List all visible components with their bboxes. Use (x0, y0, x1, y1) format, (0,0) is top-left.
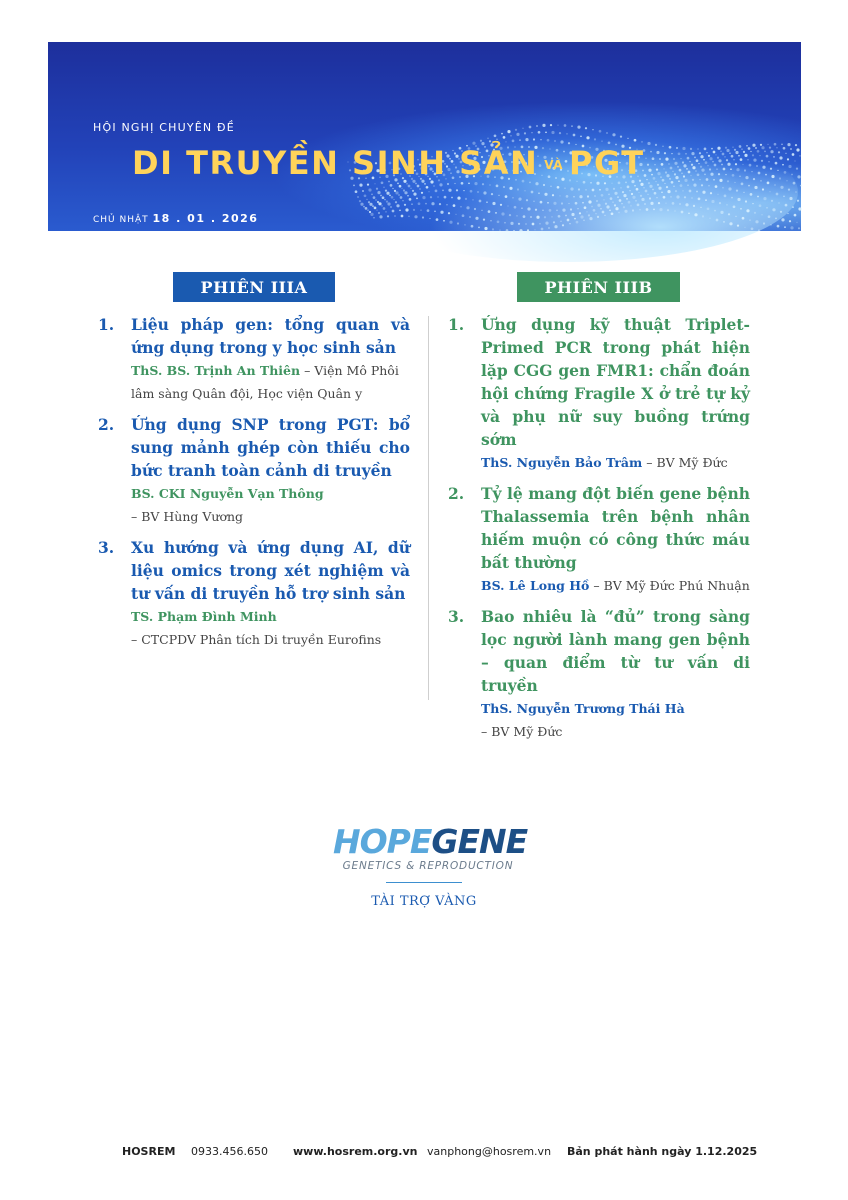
talk-speaker-line (131, 359, 410, 405)
event-banner (48, 42, 801, 254)
banner-venue: NEW WORLD SAIGON HOTEL (93, 234, 254, 244)
talk-item (448, 482, 750, 597)
talk-item (448, 313, 750, 474)
talk-title: Tỷ lệ mang đột biến gene bệnh Thalassemia trên bệnh nhân hiếm muộn có công thức máu bất thường (481, 484, 750, 572)
session-a-list (98, 313, 410, 659)
talk-number: 1. (98, 315, 115, 334)
logo-gene: GENE (431, 822, 528, 861)
footer-website: www.hosrem.org.vn (293, 1145, 418, 1158)
sponsor-divider (386, 882, 462, 883)
talk-title: Xu hướng và ứng dụng AI, dữ liệu omics trong xét nghiệm và tư vấn di truyền hỗ trợ sinh sản (131, 538, 410, 603)
talk-speaker-line (481, 697, 750, 743)
banner-date (93, 212, 258, 225)
talk-title: Bao nhiêu là “đủ” trong sàng lọc người lành mang gen bệnh – quan điểm từ tư vấn di truyền (481, 607, 750, 695)
talk-speaker-line (481, 574, 750, 597)
talk-item (448, 605, 750, 743)
talk-item (98, 313, 410, 405)
logo-tagline: GENETICS & REPRODUCTION (342, 860, 514, 872)
talk-title: Ứng dụng kỹ thuật Triplet-Primed PCR trong phát hiện lặp CGG gen FMR1: chẩn đoán hội chứng Fragile X ở trẻ tự kỷ và phụ nữ suy buồng trứng sớm (481, 315, 750, 449)
footer-email: vanphong@hosrem.vn (427, 1145, 552, 1158)
session-b-list (448, 313, 750, 751)
footer-release-date: Bản phát hành ngày 1.12.2025 (567, 1145, 758, 1158)
banner-title-end: PGT (569, 144, 645, 182)
logo-hope: HOPE (333, 822, 432, 861)
column-divider (428, 316, 429, 700)
speaker-affiliation: – Viện Mô Phôi lâm sàng Quân đội, Học viện Quân y (131, 363, 399, 401)
speaker-affiliation: – BV Mỹ Đức (642, 455, 728, 470)
talk-title: Liệu pháp gen: tổng quan và ứng dụng trong y học sinh sản (131, 315, 410, 357)
banner-title-and: VÀ (544, 158, 564, 172)
footer-phone: 0933.456.650 (191, 1145, 268, 1158)
banner-date-value: 18 . 01 . 2026 (152, 212, 259, 225)
talk-number: 3. (98, 538, 115, 557)
talk-speaker-line (481, 451, 750, 474)
talk-number: 2. (98, 415, 115, 434)
speaker-name: BS. CKI Nguyễn Vạn Thông (131, 486, 324, 501)
speaker-affiliation: – BV Hùng Vương (131, 509, 244, 524)
logo-wordmark (333, 822, 528, 861)
session-b-header: PHIÊN IIIB (517, 272, 680, 302)
banner-title (132, 144, 645, 182)
banner-address: SỐ 76 LÊ LAI, PHƯỜNG BẾN THÀNH, TP. HỒ CHÍ MINH (93, 247, 278, 254)
banner-subtitle: HỘI NGHỊ CHUYÊN ĐỀ (93, 121, 235, 134)
speaker-affiliation: – CTCPDV Phân tích Di truyền Eurofins (131, 632, 382, 647)
talk-item (98, 413, 410, 528)
talk-number: 1. (448, 315, 465, 334)
footer-org: HOSREM (122, 1145, 176, 1158)
speaker-name: BS. Lê Long Hồ (481, 578, 590, 593)
speaker-name: ThS. Nguyễn Trương Thái Hà (481, 701, 685, 716)
hopegene-logo (333, 822, 528, 872)
talk-speaker-line (131, 482, 410, 528)
talk-number: 2. (448, 484, 465, 503)
talk-speaker-line (131, 605, 410, 651)
banner-date-prefix: CHỦ NHẬT (93, 215, 149, 225)
wave-dots-graphic (48, 42, 801, 231)
speaker-name: ThS. Nguyễn Bảo Trâm (481, 455, 643, 470)
sponsor-label: TÀI TRỢ VÀNG (371, 894, 477, 909)
speaker-name: ThS. BS. Trịnh An Thiên (131, 363, 301, 378)
session-a-header: PHIÊN IIIA (173, 272, 335, 302)
speaker-affiliation: – BV Mỹ Đức (481, 724, 563, 739)
footer (0, 1145, 848, 1161)
talk-item (98, 536, 410, 651)
talk-number: 3. (448, 607, 465, 626)
speaker-affiliation: – BV Mỹ Đức Phú Nhuận (589, 578, 750, 593)
banner-title-main: DI TRUYỀN SINH SẢN (132, 144, 539, 182)
talk-title: Ứng dụng SNP trong PGT: bổ sung mảnh ghép còn thiếu cho bức tranh toàn cảnh di truyền (131, 415, 410, 480)
speaker-name: TS. Phạm Đình Minh (131, 609, 277, 624)
